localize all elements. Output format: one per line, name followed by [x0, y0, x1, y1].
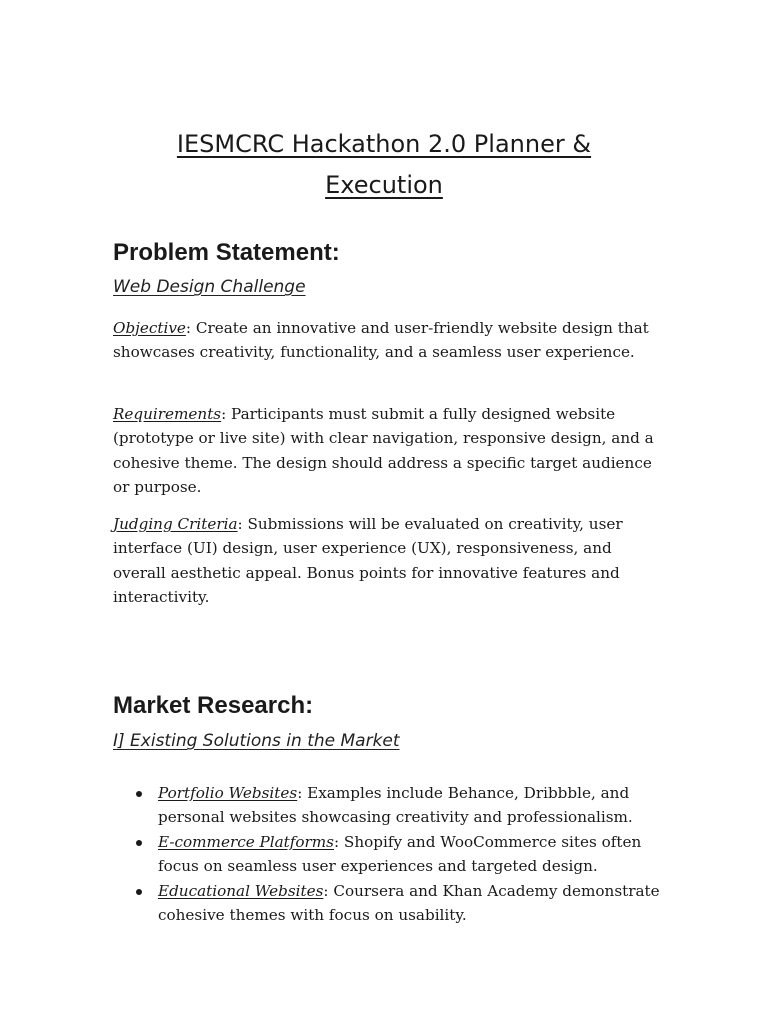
list-item [113, 830, 673, 879]
list-item-text: : Shopify and WooCommerce sites often focus on seamless user experiences and targeted design. [158, 832, 642, 876]
judging-criteria-text: : Submissions will be evaluated on creativity, user interface (UI) design, user experience (UX), responsiveness, and overall aesthetic appeal. Bonus points for innovative features and interactivity. [113, 515, 623, 607]
market-research-subheading: I] Existing Solutions in the Market [113, 731, 400, 751]
list-item-label: Portfolio Websites [158, 784, 298, 802]
title-line-1: IESMCRC Hackathon 2.0 Planner & [176, 130, 592, 158]
objective-label: Objective [113, 319, 186, 337]
market-research-heading: Market Research: [113, 692, 314, 719]
list-item-label: E-commerce Platforms [158, 832, 334, 851]
problem-statement-subheading: Web Design Challenge [113, 277, 306, 297]
problem-statement-heading: Problem Statement: [113, 239, 340, 266]
list-item-text: : Examples include Behance, Dribbble, and personal websites showcasing creativity and professionalism. [158, 784, 633, 827]
list-item [113, 781, 673, 830]
list-item [113, 879, 673, 928]
requirements-label: Requirements [113, 405, 222, 423]
document-title [0, 124, 768, 206]
requirements-text: : Participants must submit a fully designed website (prototype or live site) with clear navigation, responsive design, and a cohesive theme. The design should address a specific target audience or purpose. [113, 405, 654, 497]
title-line-2: Execution [325, 171, 443, 199]
existing-solutions-list [113, 781, 673, 927]
bullet-icon [136, 791, 142, 797]
objective-paragraph [113, 316, 658, 365]
objective-text: : Create an innovative and user-friendly website design that showcases creativity, functionality, and a seamless user experience. [113, 319, 649, 362]
requirements-paragraph [113, 402, 658, 500]
list-item-label: Educational Websites [158, 881, 324, 900]
bullet-icon [136, 889, 142, 895]
bullet-icon [136, 840, 142, 846]
list-item-text: : Coursera and Khan Academy demonstrate cohesive themes with focus on usability. [158, 881, 660, 925]
judging-criteria-label: Judging Criteria [113, 515, 238, 533]
judging-criteria-paragraph [113, 512, 658, 610]
